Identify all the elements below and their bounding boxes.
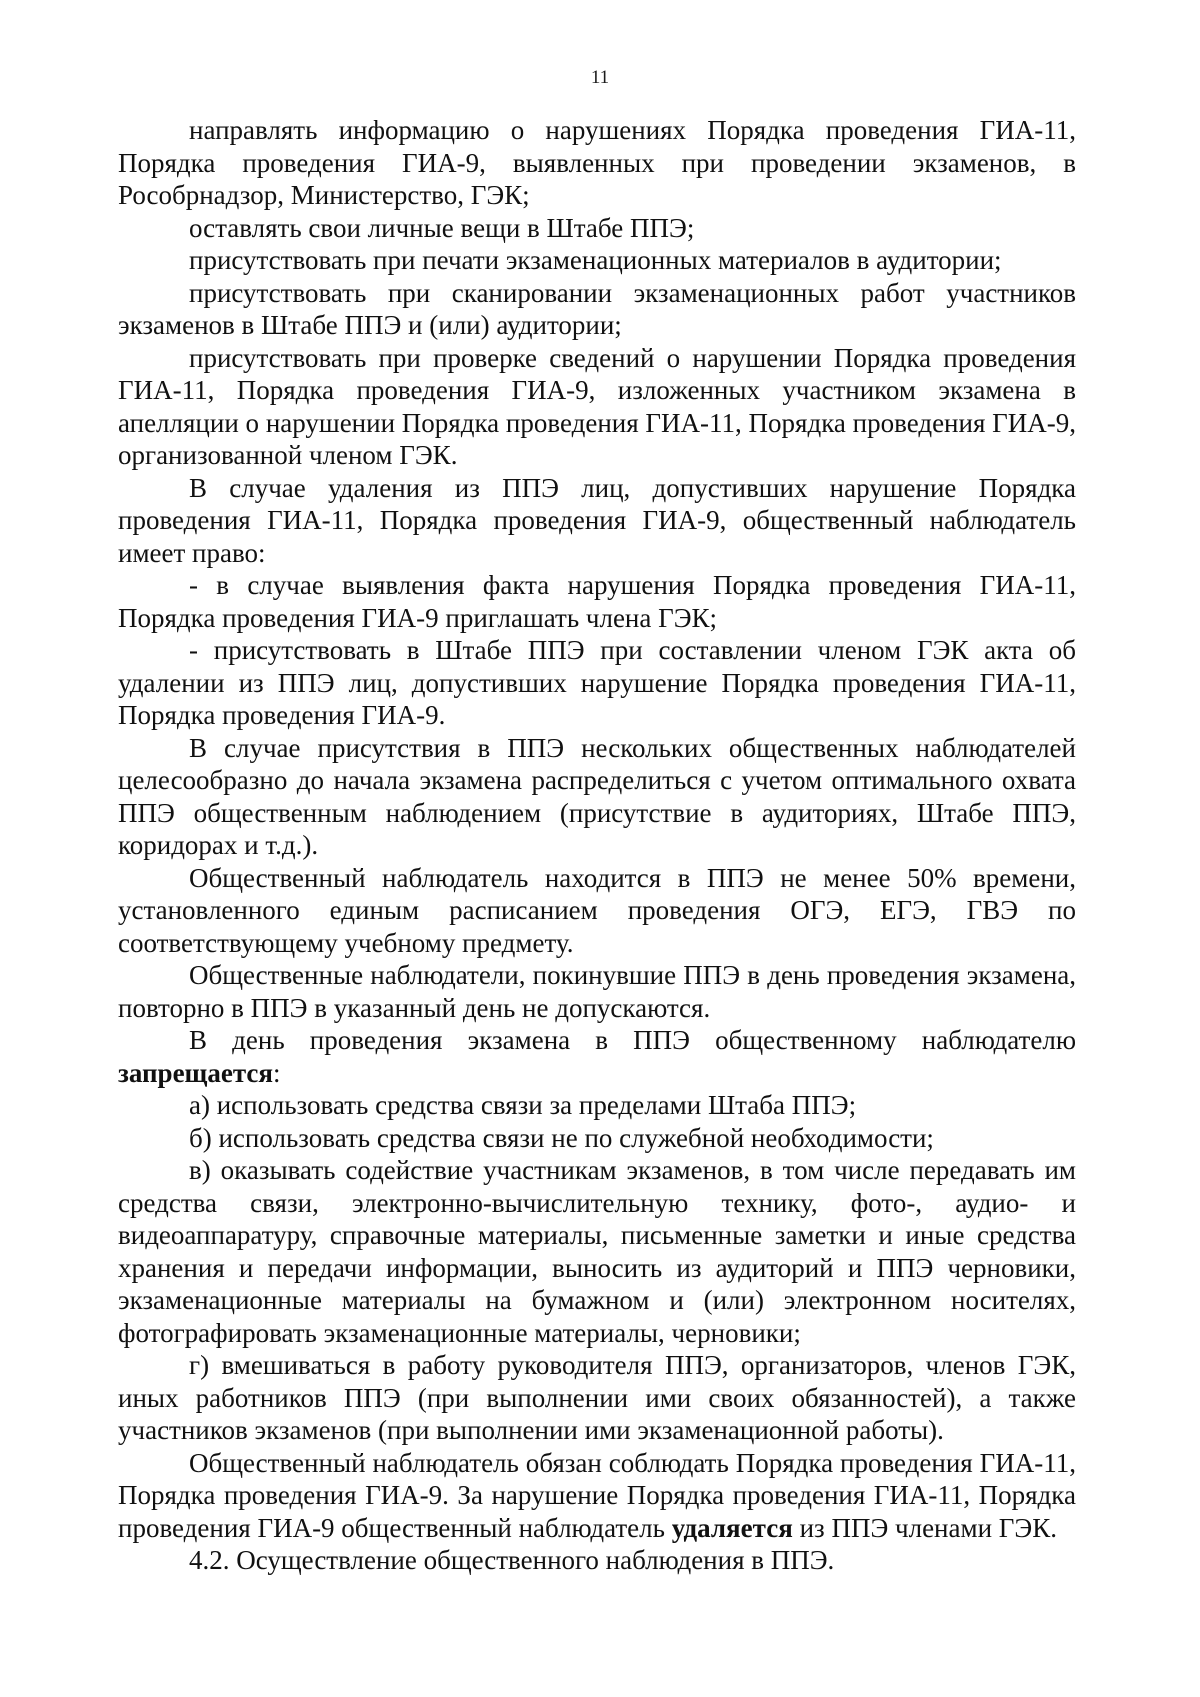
paragraph-obligation <box>118 1447 1076 1545</box>
paragraph-no-return: Общественные наблюдатели, покинувшие ППЭ в день проведения экзамена, повторно в ППЭ в указанный день не допускаются. <box>118 960 1076 1023</box>
paragraph-removal-act: - присутствовать в Штабе ППЭ при составлении членом ГЭК акта об удалении из ППЭ лиц, допустивших нарушение Порядка проведения ГИА-11, Порядка проведения ГИА-9. <box>118 635 1076 730</box>
paragraph-report-violations: направлять информацию о нарушениях Порядка проведения ГИА-11, Порядка проведения ГИА-9, выявленных при проведении экзаменов, в Рособрнадзор, Министерство, ГЭК; <box>118 115 1076 210</box>
obligation-bold: удаляется <box>671 1512 793 1543</box>
paragraph-personal-items: оставлять свои личные вещи в Штабе ППЭ; <box>189 212 695 243</box>
paragraph-multiple-observers: В случае присутствия в ППЭ нескольких общественных наблюдателей целесообразно до начала экзамена распределиться с учетом оптимального охвата ППЭ общественным наблюдением (присутствие в аудиториях, Штабе ППЭ, коридорах и т.д.). <box>118 732 1076 860</box>
prohibited-item-c: в) оказывать содействие участникам экзаменов, в том числе передавать им средства связи, электронно-вычислительную технику, фото-, аудио- и видеоаппаратуру, справочные материалы, письменные заметки и иные средства хранения и передачи информации, выносить из аудиторий и ППЭ черновики, экзаменационные материалы на бумажном и (или) электронном носителях, фотографировать экзаменационные материалы, черновики; <box>118 1155 1076 1348</box>
prohibited-item-d: г) вмешиваться в работу руководителя ППЭ, организаторов, членов ГЭК, иных работников ППЭ (при выполнении ими своих обязанностей), а также участников экзаменов (при выполнении ими экзаменационной работы). <box>118 1350 1076 1445</box>
paragraph-appeal-check: присутствовать при проверке сведений о нарушении Порядка проведения ГИА-11, Порядка проведения ГИА-9, изложенных участником экзамена в апелляции о нарушении Порядка проведения ГИА-11, Порядка проведения ГИА-9, организованной членом ГЭК. <box>118 342 1076 470</box>
paragraph-removal-rights: В случае удаления из ППЭ лиц, допустивших нарушение Порядка проведения ГИА-11, Порядка проведения ГИА-9, общественный наблюдатель имеет право: <box>118 472 1076 568</box>
page-number: 11 <box>590 67 610 88</box>
obligation-tail: из ППЭ членами ГЭК. <box>799 1512 1057 1543</box>
section-heading: 4.2. Осуществление общественного наблюдения в ППЭ. <box>189 1545 835 1575</box>
obligation-lead: Общественный наблюдатель обязан соблюдать Порядка проведения ГИА-11, Порядка проведения ГИА-9. За нарушение Порядка проведения ГИА-11, Порядка проведения ГИА-9 общественный наблюдатель <box>118 1447 1076 1543</box>
paragraph-time-requirement: Общественный наблюдатель находится в ППЭ не менее 50% времени, установленного единым расписанием проведения ОГЭ, ЕГЭ, ГВЭ по соответствующему учебному предмету. <box>118 862 1076 958</box>
paragraph-invite-gek: - в случае выявления факта нарушения Порядка проведения ГИА-11, Порядка проведения ГИА-9 приглашать члена ГЭК; <box>118 570 1076 633</box>
prohibited-tail: : <box>273 1057 281 1088</box>
prohibited-item-b: б) использовать средства связи не по служебной необходимости; <box>189 1122 934 1153</box>
prohibited-item-a: а) использовать средства связи за пределами Штаба ППЭ; <box>189 1090 857 1120</box>
paragraph-scanning: присутствовать при сканировании экзаменационных работ участников экзаменов в Штабе ППЭ и (или) аудитории; <box>118 277 1076 340</box>
paragraph-prohibited-intro <box>118 1024 1076 1089</box>
prohibited-lead: В день проведения экзамена в ППЭ общественному наблюдателю <box>189 1025 1076 1055</box>
prohibited-bold: запрещается <box>118 1057 274 1088</box>
document-body <box>118 114 1076 1577</box>
paragraph-printing: присутствовать при печати экзаменационных материалов в аудитории; <box>189 245 1002 275</box>
